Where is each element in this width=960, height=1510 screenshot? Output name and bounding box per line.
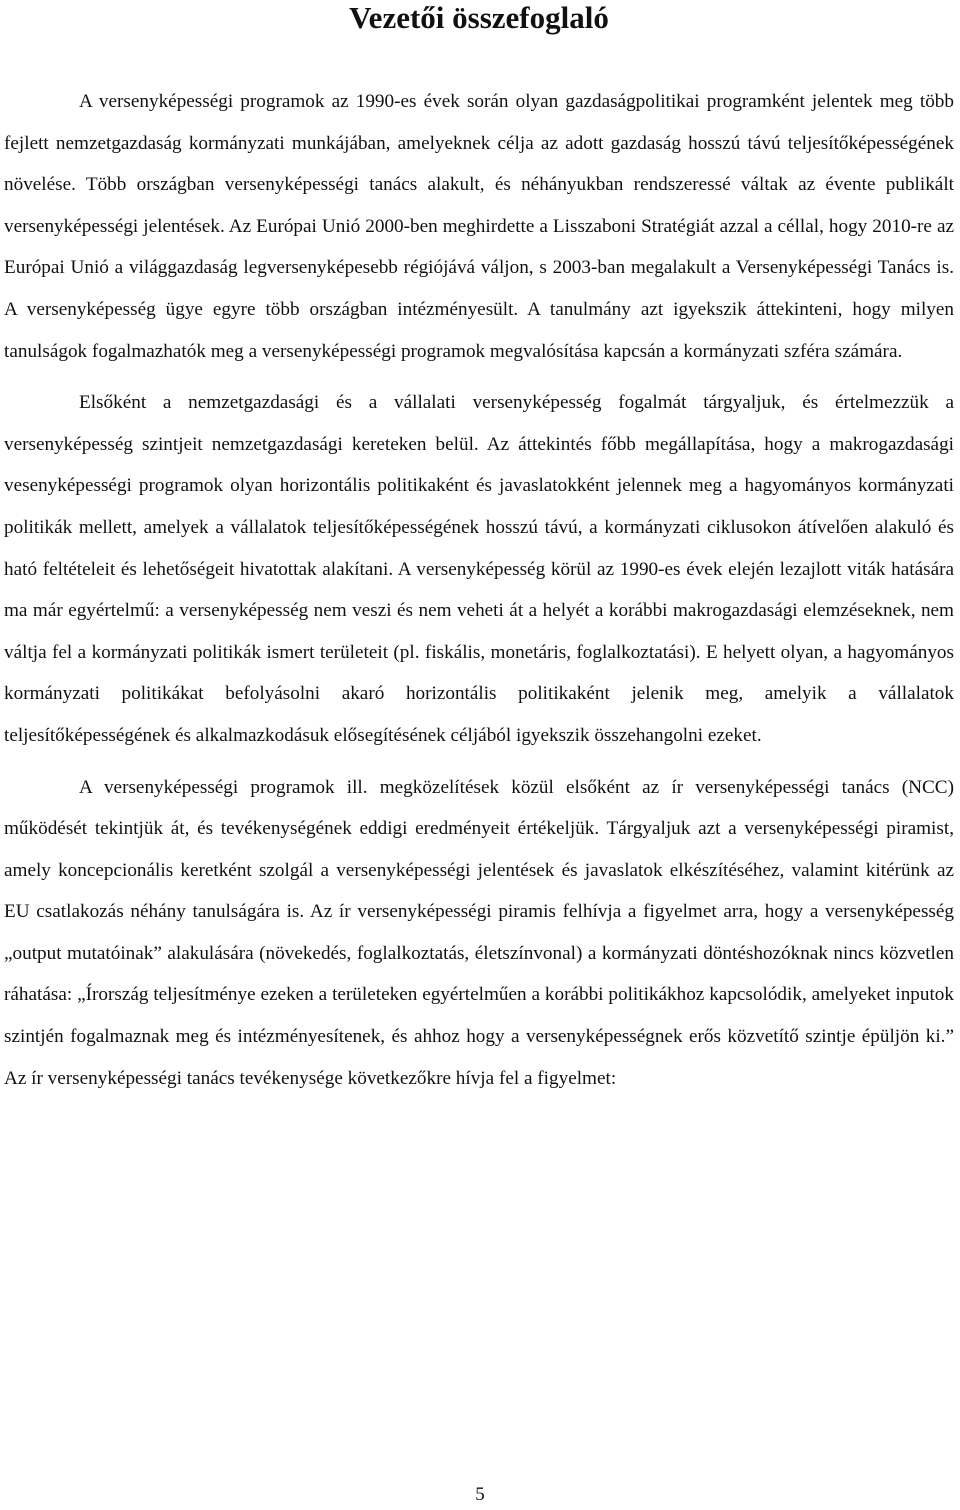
section-title: Vezetői összefoglaló (349, 0, 609, 35)
page-number: 5 (475, 1484, 485, 1505)
paragraph-concepts: Elsőként a nemzetgazdasági és a vállalati versenyképesség fogalmát tárgyaljuk, és értelmezzük a versenyképesség szintjeit nemzetgazdasági kereteken belül. Az áttekintés főbb megállapítása, hogy a makrogazdasági vesenyképességi programok olyan horizontális politikaként és javaslatokként jelennek meg a hagyományos kormányzati politikák mellett, amelyek a vállalatok teljesítőképességének hosszú távú, a kormányzati ciklusokon átívelően alakuló és ható feltételeit és lehetőségeit hivatottak alakítani. A versenyképesség körül az 1990-es évek elején lezajlott viták hatására ma már egyértelmű: a versenyképesség nem veszi és nem veheti át a helyét a korábbi makrogazdasági elemzéseknek, nem váltja fel a kormányzati politikák ismert területeit (pl. fiskális, monetáris, foglalkoztatási). E helyett olyan, a hagyományos kormányzati politikákat befolyásolni akaró horizontális politikaként jelenik meg, amelyik a vállalatok teljesítőképességének és alkalmazkodásuk elősegítésének céljából igyekszik összehangolni ezeket. (4, 392, 954, 746)
paragraph-irish-council: A versenyképességi programok ill. megközelítések közül elsőként az ír versenyképességi tanács (NCC) működését tekintjük át, és tevékenységének eddigi eredményeit értékeljük. Tárgyaljuk azt a versenyképességi piramist, amely koncepcionális keretként szolgál a versenyképességi jelentések és javaslatok elkészítéséhez, valamint kitérünk az EU csatlakozás néhány tanulságára is. Az ír versenyképességi piramis felhívja a figyelmet arra, hogy a versenyképesség „output mutatóinak” alakulására (növekedés, foglalkoztatás, életszínvonal) a kormányzati döntéshozóknak nincs közvetlen ráhatása: „Írország teljesítménye ezeken a területeken egyértelműen a korábbi politikákhoz kapcsolódik, amelyeket inputok szintjén fogalmaznak meg és intézményesítenek, és ahhoz hogy a versenyképességnek erős közvetítő szintje épüljön ki.” Az ír versenyképességi tanács tevékenysége következőkre hívja fel a figyelmet: (4, 776, 954, 1089)
document-page (4, 0, 954, 1099)
paragraph-intro: A versenyképességi programok az 1990-es évek során olyan gazdaságpolitikai programként jelentek meg több fejlett nemzetgazdaság kormányzati munkájában, amelyeknek célja az adott gazdaság hosszú távú teljesítőképességének növelése. Több országban versenyképességi tanács alakult, és néhányukban rendszeressé váltak az évente publikált versenyképességi jelentések. Az Európai Unió 2000-ben meghirdette a Lisszaboni Stratégiát azzal a céllal, hogy 2010-re az Európai Unió a világgazdaság legversenyképesebb régiójává váljon, s 2003-ban megalakult a Versenyképességi Tanács is. A versenyképesség ügye egyre több országban intézményesült. A tanulmány azt igyekszik áttekinteni, hogy milyen tanulságok fogalmazhatók meg a versenyképességi programok megvalósítása kapcsán a kormányzati szféra számára. (4, 91, 954, 362)
